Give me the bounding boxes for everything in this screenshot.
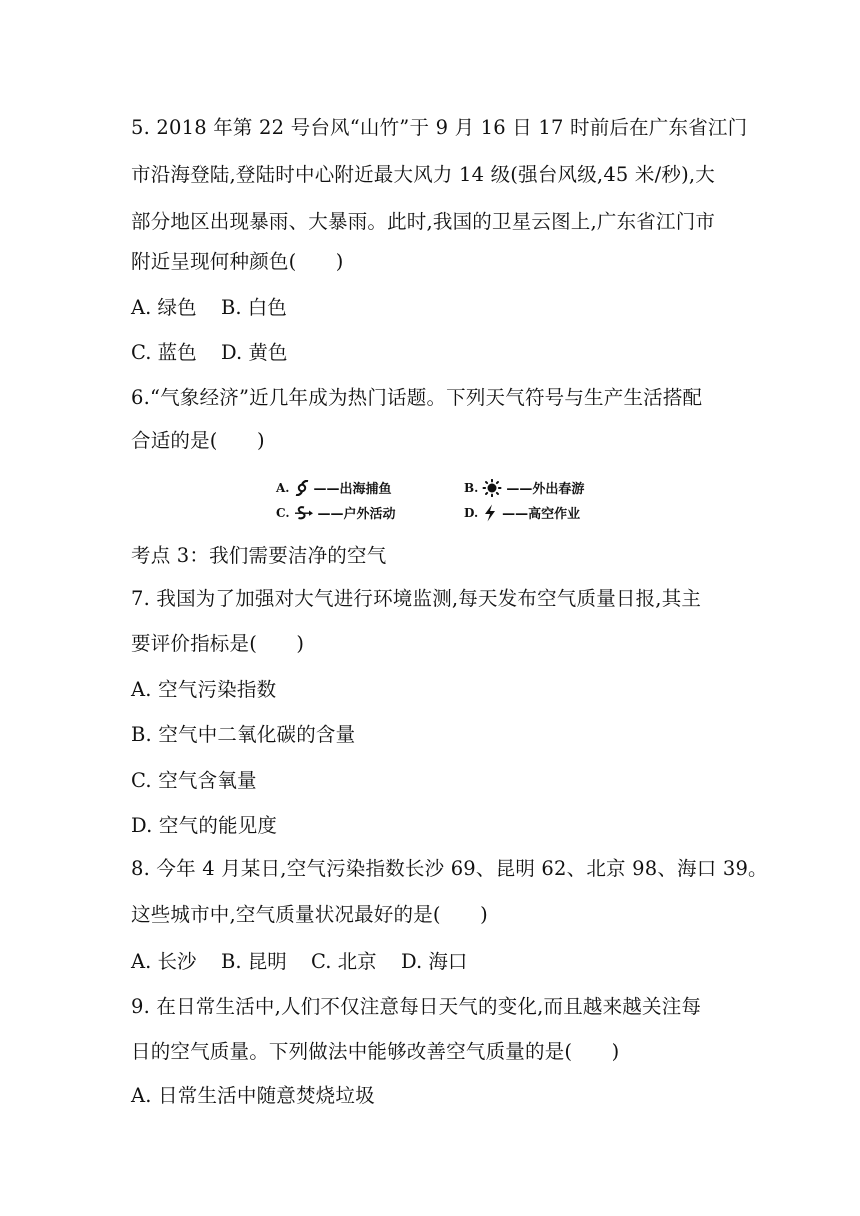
q8-line-1: 8. 今年 4 月某日,空气污染指数长沙 69、昆明 62、北京 98、海口 39。 bbox=[131, 857, 768, 880]
q9-option-a: A. 日常生活中随意焚烧垃圾 bbox=[131, 1084, 375, 1107]
q8-option-b: B. 昆明 bbox=[221, 950, 287, 973]
q7-option-a: A. 空气污染指数 bbox=[131, 678, 277, 701]
q5-option-a: A. 绿色 bbox=[131, 296, 197, 319]
q8-option-d: D. 海口 bbox=[401, 950, 468, 973]
section-heading: 考点 3：我们需要洁净的空气 bbox=[131, 544, 387, 567]
q5-line-1: 5. 2018 年第 22 号台风“山竹”于 9 月 16 日 17 时前后在广东省江门 bbox=[131, 116, 748, 139]
q5-options-row-2 bbox=[131, 341, 287, 365]
q7-option-b: B. 空气中二氧化碳的含量 bbox=[131, 723, 356, 746]
q8-line-2: 这些城市中,空气质量状况最好的是( ) bbox=[131, 903, 488, 926]
q7-line-1: 7. 我国为了加强对大气进行环境监测,每天发布空气质量日报,其主 bbox=[131, 587, 702, 610]
lightning-icon bbox=[482, 504, 498, 522]
q7-option-c: C. 空气含氧量 bbox=[131, 769, 257, 792]
q6-symbol-option-a: A. ——出海捕鱼 bbox=[276, 480, 392, 497]
q6-symbol-option-d: D. ——高空作业 bbox=[464, 505, 581, 522]
q5-option-d: D. 黄色 bbox=[221, 341, 288, 364]
sandstorm-icon bbox=[294, 505, 314, 521]
q6-line-2: 合适的是( ) bbox=[131, 429, 265, 452]
q6-symbol-option-c: C. ——户外活动 bbox=[276, 505, 396, 522]
q5-option-b: B. 白色 bbox=[221, 296, 287, 319]
q8-option-a: A. 长沙 bbox=[131, 950, 197, 973]
q8-option-c: C. 北京 bbox=[311, 950, 377, 973]
typhoon-icon bbox=[294, 480, 310, 496]
q5-line-3: 部分地区出现暴雨、大暴雨。此时,我国的卫星云图上,广东省江门市 bbox=[131, 210, 716, 233]
q9-line-1: 9. 在日常生活中,人们不仅注意每日天气的变化,而且越来越关注每 bbox=[131, 995, 702, 1018]
q5-line-4: 附近呈现何种颜色( ) bbox=[131, 250, 344, 273]
q6-symbol-option-b: B. ——外出春游 bbox=[464, 480, 585, 497]
q5-line-2: 市沿海登陆,登陆时中心附近最大风力 14 级(强台风级,45 米/秒),大 bbox=[131, 163, 716, 186]
q7-line-2: 要评价指标是( ) bbox=[131, 632, 305, 655]
q5-option-c: C. 蓝色 bbox=[131, 341, 197, 364]
q9-line-2: 日的空气质量。下列做法中能够改善空气质量的是( ) bbox=[131, 1040, 620, 1063]
sun-icon bbox=[482, 479, 502, 497]
q6-line-1: 6.“气象经济”近几年成为热门话题。下列天气符号与生产生活搭配 bbox=[131, 386, 703, 409]
q7-option-d: D. 空气的能见度 bbox=[131, 814, 278, 837]
weather-symbol-options bbox=[276, 476, 606, 524]
q8-options-row bbox=[131, 950, 467, 974]
q5-options-row-1 bbox=[131, 296, 287, 320]
